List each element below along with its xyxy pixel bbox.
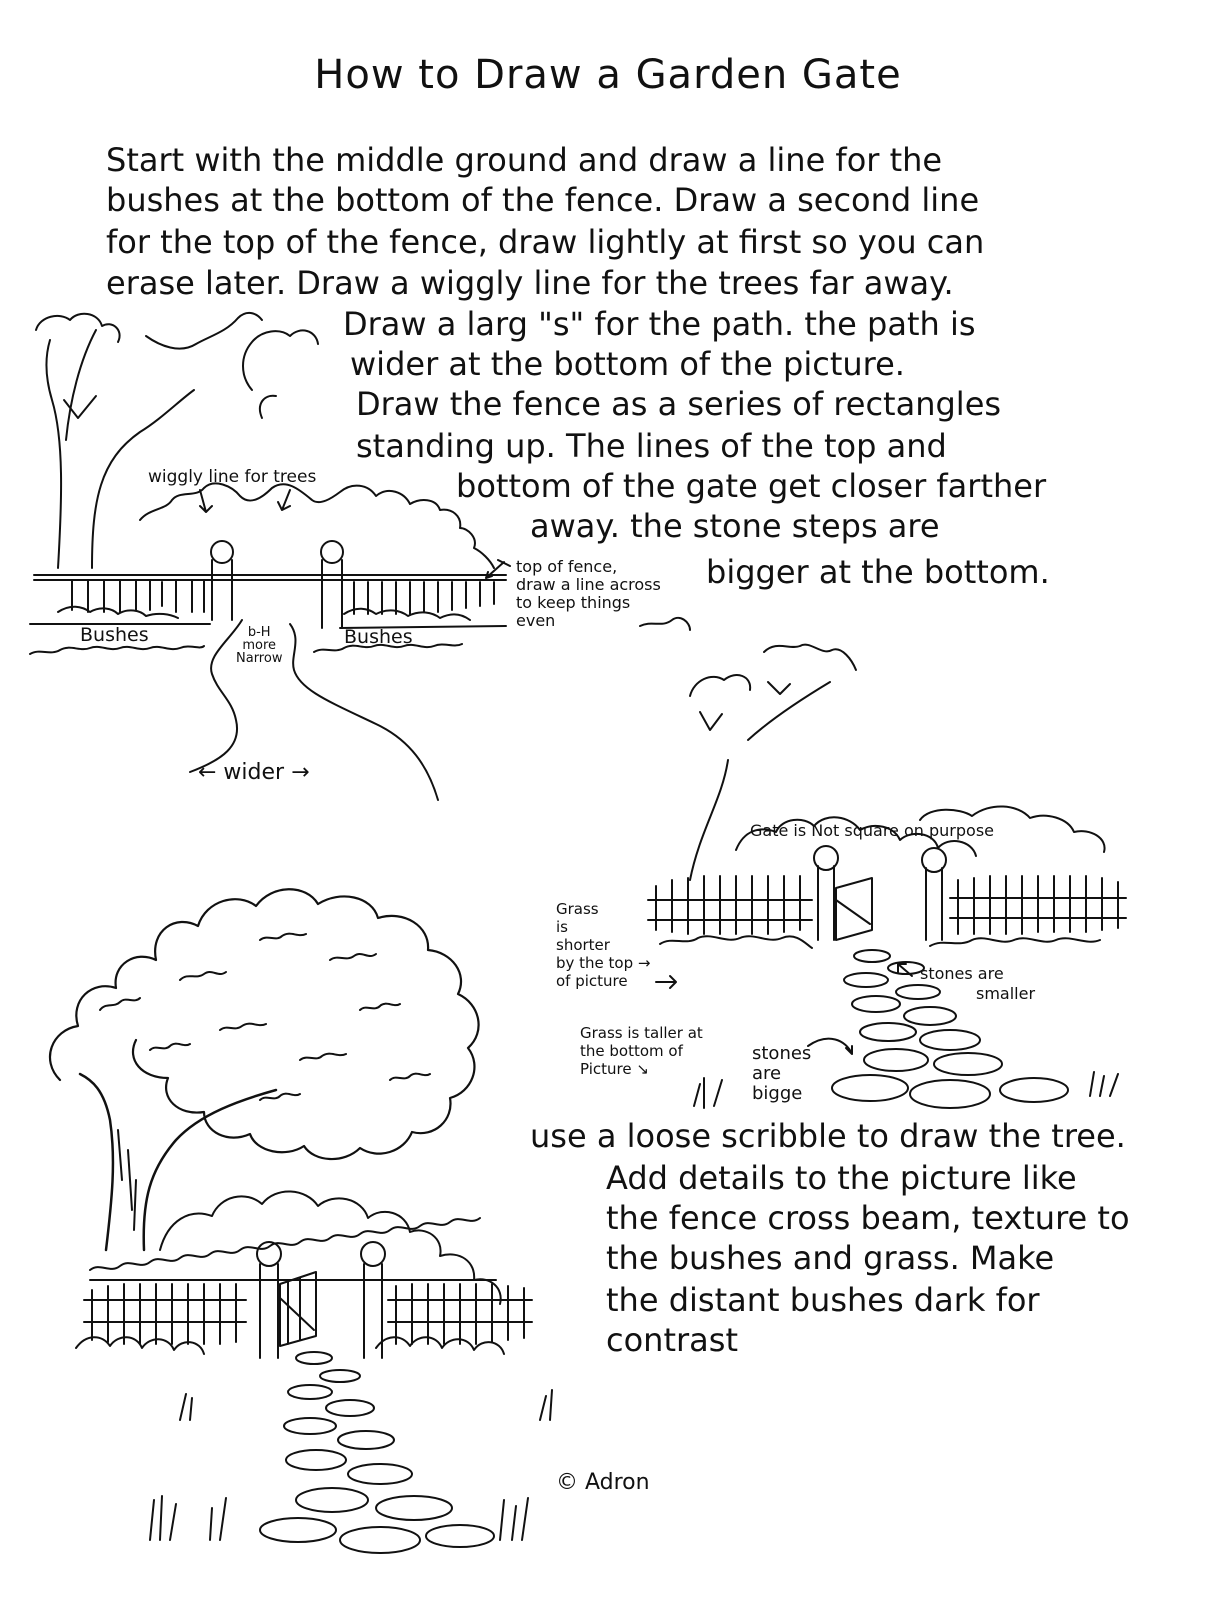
outro-line: contrast bbox=[606, 1321, 738, 1359]
intro-line: bushes at the bottom of the fence. Draw a second line bbox=[106, 181, 980, 219]
intro-line: bottom of the gate get closer farther bbox=[456, 467, 1047, 505]
finished-stone bbox=[288, 1385, 332, 1399]
bushes-label-left: Bushes bbox=[80, 624, 149, 646]
finished-gate bbox=[280, 1272, 316, 1346]
intro-line: standing up. The lines of the top and bbox=[356, 427, 947, 465]
grass-taller-line: Grass is taller at bbox=[580, 1024, 703, 1042]
stones-bigger-line: are bbox=[752, 1063, 782, 1084]
bushes-label-right: Bushes bbox=[344, 626, 413, 648]
intro-line: wider at the bottom of the picture. bbox=[350, 345, 905, 383]
finished-stone bbox=[348, 1464, 412, 1484]
grass-shorter-line: shorter bbox=[556, 936, 610, 954]
finished-post-right-cap bbox=[361, 1242, 385, 1266]
grass-shorter-line: is bbox=[556, 918, 568, 936]
top-fence-note-line: top of fence, bbox=[516, 557, 618, 576]
wiggly-line-label: wiggly line for trees bbox=[148, 467, 317, 487]
intro-line: Start with the middle ground and draw a line for the bbox=[106, 141, 943, 179]
finished-stone bbox=[296, 1352, 332, 1364]
intro-line: erase later. Draw a wiggly line for the trees far away. bbox=[106, 264, 954, 302]
top-fence-note-line: even bbox=[516, 611, 556, 630]
finished-fence-left bbox=[84, 1284, 246, 1344]
finished-bush-texture bbox=[90, 1218, 496, 1280]
signature: © Adron bbox=[556, 1470, 650, 1495]
narrow-note-line: Narrow bbox=[236, 651, 283, 666]
intro-line: away. the stone steps are bbox=[530, 507, 940, 545]
grass-shorter-line: of picture bbox=[556, 972, 628, 990]
finished-stone bbox=[426, 1525, 494, 1547]
intro-line: for the top of the fence, draw lightly at first so you can bbox=[106, 223, 985, 261]
grass-shorter-line: by the top → bbox=[556, 954, 651, 972]
worksheet-title: How to Draw a Garden Gate bbox=[314, 52, 902, 98]
intro-line: bigger at the bottom. bbox=[706, 553, 1050, 591]
finished-stone bbox=[296, 1488, 368, 1512]
stones-bigger-line: stones bbox=[752, 1043, 812, 1064]
top-fence-note-line: to keep things bbox=[516, 593, 631, 612]
gate-note: Gate is Not square on purpose bbox=[750, 821, 994, 840]
outro-line: the fence cross beam, texture to bbox=[606, 1199, 1130, 1237]
grass-taller-line: Picture ↘ bbox=[580, 1060, 649, 1078]
wider-label: ← wider → bbox=[198, 760, 310, 785]
grass-taller-line: the bottom of bbox=[580, 1042, 683, 1060]
finished-stone bbox=[260, 1518, 336, 1542]
finished-post-left bbox=[260, 1264, 278, 1358]
outro-line: use a loose scribble to draw the tree. bbox=[530, 1117, 1126, 1155]
finished-stone bbox=[338, 1431, 394, 1449]
narrow-note-line: more bbox=[242, 638, 277, 653]
finished-tree-bark bbox=[118, 1130, 136, 1230]
finished-fence-right bbox=[388, 1284, 532, 1344]
finished-stone bbox=[340, 1527, 420, 1553]
narrow-note-line: b-H bbox=[247, 625, 271, 640]
intro-line: Draw a larg "s" for the path. the path is bbox=[343, 305, 976, 343]
finished-tree-trunk bbox=[80, 1074, 276, 1250]
finished-distant-bushes bbox=[160, 1191, 501, 1304]
finished-stone bbox=[376, 1496, 452, 1520]
top-fence-note-line: draw a line across bbox=[516, 575, 661, 594]
finished-grass bbox=[150, 1390, 552, 1540]
outro-line: the distant bushes dark for bbox=[606, 1281, 1040, 1319]
finished-stone bbox=[286, 1450, 346, 1470]
finished-stone bbox=[326, 1400, 374, 1416]
finished-stone bbox=[284, 1418, 336, 1434]
finished-stone bbox=[320, 1370, 360, 1382]
intro-line: Draw the fence as a series of rectangles bbox=[356, 385, 1002, 423]
outro-line: the bushes and grass. Make bbox=[606, 1239, 1055, 1277]
stones-smaller-line: smaller bbox=[976, 984, 1036, 1003]
stones-bigger-line: bigge bbox=[752, 1083, 803, 1104]
outro-line: Add details to the picture like bbox=[606, 1159, 1077, 1197]
grass-shorter-line: Grass bbox=[556, 900, 599, 918]
stones-smaller-line: stones are bbox=[920, 964, 1004, 983]
